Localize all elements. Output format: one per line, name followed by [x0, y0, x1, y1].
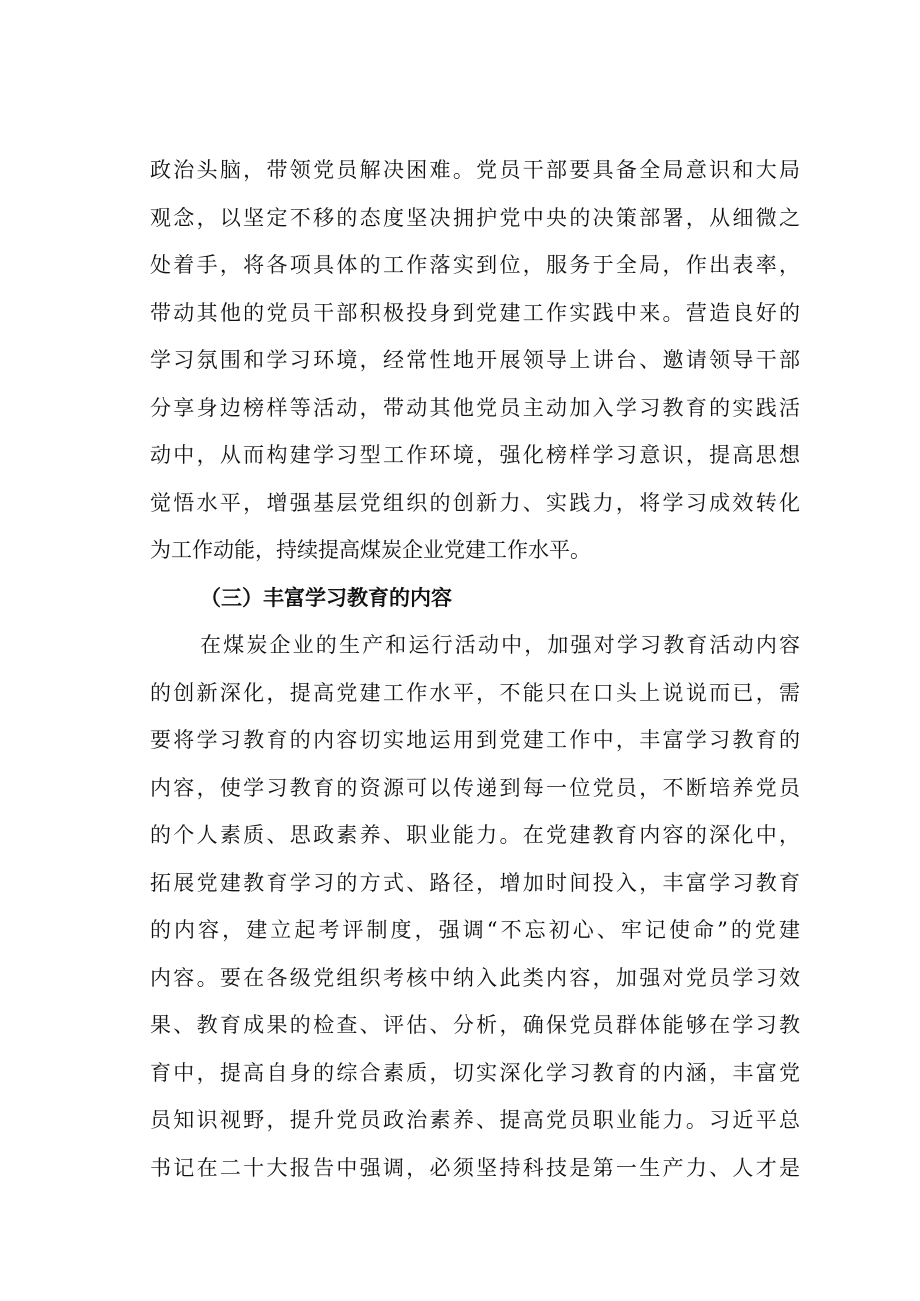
text-line: 的个人素质、思政素养、职业能力。在党建教育内容的深化中，	[150, 823, 800, 847]
text-line: 的内容，建立起考评制度，强调“不忘初心、牢记使命”的党建	[150, 918, 800, 942]
text-line: 果、教育成果的检查、评估、分析，确保党员群体能够在学习教	[150, 1013, 800, 1037]
text-line: 育中，提高自身的综合素质，切实深化学习教育的内涵，丰富党	[150, 1061, 800, 1085]
text-line: 的创新深化，提高党建工作水平，不能只在口头上说说而已，需	[150, 681, 800, 705]
text-line: 拓展党建教育学习的方式、路径，增加时间投入，丰富学习教育	[150, 871, 800, 895]
text-line: 带动其他的党员干部积极投身到党建工作实践中来。营造良好的	[150, 301, 800, 325]
text-line: 觉悟水平，增强基层党组织的创新力、实践力，将学习成效转化	[150, 491, 800, 515]
text-line: 在煤炭企业的生产和运行活动中，加强对学习教育活动内容	[200, 633, 800, 657]
text-line: 观念，以坚定不移的态度坚决拥护党中央的决策部署，从细微之	[150, 206, 800, 230]
text-line: 政治头脑，带领党员解决困难。党员干部要具备全局意识和大局	[150, 158, 800, 182]
text-line: 员知识视野，提升党员政治素养、提高党员职业能力。习近平总	[150, 1108, 800, 1132]
text-line: 学习氛围和学习环境，经常性地开展领导上讲台、邀请领导干部	[150, 348, 800, 372]
text-line: 书记在二十大报告中强调，必须坚持科技是第一生产力、人才是	[150, 1156, 800, 1180]
section-heading: （三）丰富学习教育的内容	[200, 585, 452, 610]
text-line: 为工作动能，持续提高煤炭企业党建工作水平。	[150, 538, 591, 562]
text-line: 动中，从而构建学习型工作环境，强化榜样学习意识，提高思想	[150, 443, 800, 467]
text-line: 要将学习教育的内容切实地运用到党建工作中，丰富学习教育的	[150, 728, 800, 752]
text-line: 处着手，将各项具体的工作落实到位，服务于全局，作出表率，	[150, 253, 800, 277]
text-line: 内容。要在各级党组织考核中纳入此类内容，加强对党员学习效	[150, 966, 800, 990]
text-line: 分享身边榜样等活动，带动其他党员主动加入学习教育的实践活	[150, 396, 800, 420]
text-line: 内容，使学习教育的资源可以传递到每一位党员，不断培养党员	[150, 776, 800, 800]
